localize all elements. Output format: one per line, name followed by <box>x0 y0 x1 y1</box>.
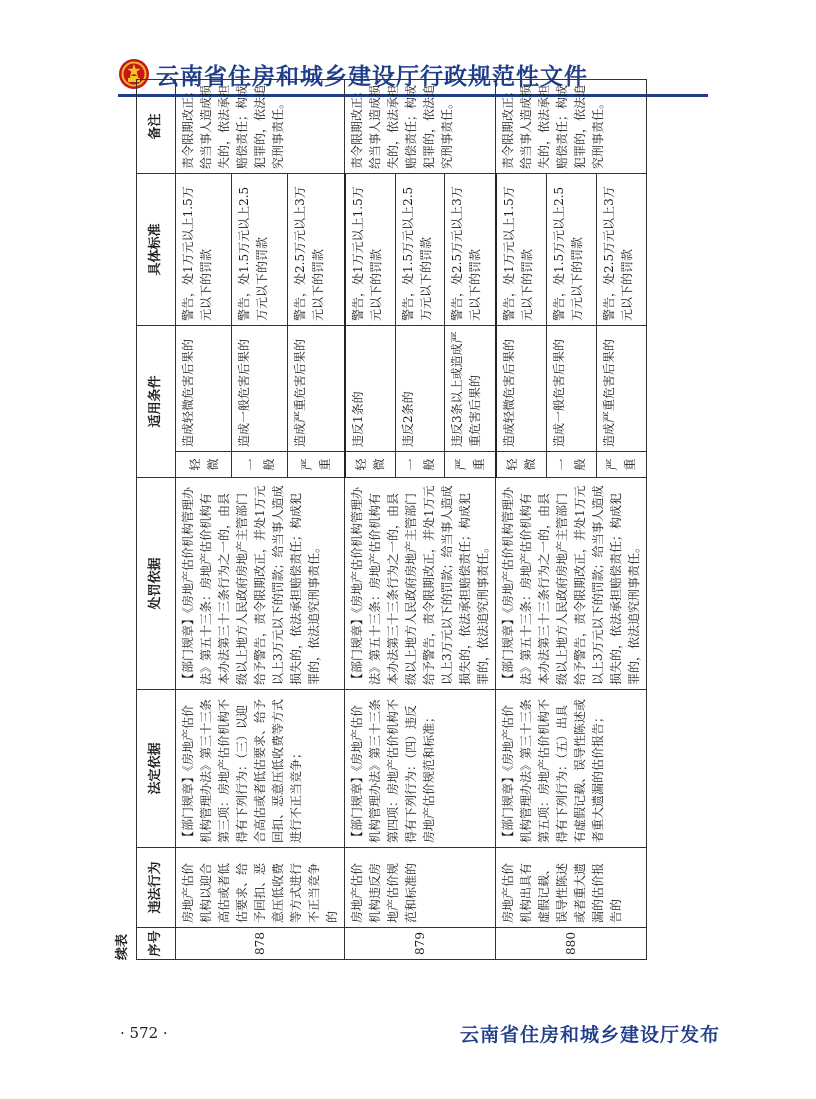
penalty-basis-cell: 【部门规章】《房地产估价机构管理办法》第五十三条：房地产估价机构有本办法第三十三条行为之一的，由县级以上地方人民政府房地产主管部门给予警告，责令限期改正，并处1万元以上3万元以下的罚款；给当事人造成损失的，依法承担赔偿责任；构成犯罪的，依法追究刑事责任。 <box>496 478 647 690</box>
column-header-standard: 具体标准 <box>137 173 176 325</box>
continued-label: 续表 <box>115 933 130 960</box>
standard-cell: 警告，处1.5万元以上2.5万元以下的罚款 <box>546 173 596 325</box>
remark-cell: 责令限期改正；给当事人造成损失的，依法承担赔偿责任；构成犯罪的，依法追究刑事责任。 <box>345 79 496 173</box>
table-row <box>176 79 232 959</box>
standard-cell: 警告，处1万元以上1.5万元以下的罚款 <box>496 173 547 325</box>
condition-cell: 违反3条以上或造成严重危害后果的 <box>445 325 496 451</box>
violation-cell: 房地产估价机构违反房地产估价规范和标准的 <box>345 848 496 928</box>
standard-cell: 警告，处1万元以上1.5万元以下的罚款 <box>176 173 232 325</box>
violation-cell: 房地产估价机构出具有虚假记载、误导性陈述或者重大遗漏的估价报告的 <box>496 848 647 928</box>
condition-cell: 违反1条的 <box>345 325 396 451</box>
legal-basis-cell: 【部门规章】《房地产估价机构管理办法》第三十三条第五项：房地产估价机构不得有下列行为：（五）出具有虚假记载、误导性陈述或者重大遗漏的估价报告； <box>496 690 647 848</box>
row-number: 880 <box>496 928 647 960</box>
standard-cell: 警告，处1.5万元以上2.5万元以下的罚款 <box>395 173 445 325</box>
severity-level: 严重 <box>445 452 496 478</box>
standard-cell: 警告，处1.5万元以上2.5万元以下的罚款 <box>232 173 288 325</box>
column-header-penalty-basis: 处罚依据 <box>137 478 176 690</box>
column-header-seq: 序号 <box>137 928 176 960</box>
standard-cell: 警告，处1万元以上1.5万元以下的罚款 <box>345 173 396 325</box>
condition-cell: 造成轻微危害后果的 <box>496 325 547 451</box>
table-row <box>345 79 396 959</box>
page-number: · 572 · <box>120 1024 168 1042</box>
column-header-legal-basis: 法定依据 <box>137 690 176 848</box>
condition-cell: 造成轻微危害后果的 <box>176 325 232 451</box>
rotated-table-area <box>112 80 712 960</box>
column-header-remark: 备注 <box>137 79 176 173</box>
standard-cell: 警告，处2.5万元以上3万元以下的罚款 <box>445 173 496 325</box>
severity-level: 严重 <box>596 452 646 478</box>
severity-level: 一般 <box>232 452 288 478</box>
penalty-basis-cell: 【部门规章】《房地产估价机构管理办法》第五十三条：房地产估价机构有本办法第三十三条行为之一的，由县级以上地方人民政府房地产主管部门给予警告，责令限期改正，并处1万元以上3万元以下的罚款；给当事人造成损失的，依法承担赔偿责任；构成犯罪的，依法追究刑事责任。 <box>176 478 345 690</box>
remark-cell: 责令限期改正；给当事人造成损失的，依法承担赔偿责任；构成犯罪的，依法追究刑事责任。 <box>176 79 345 173</box>
document-series-title: 云南省住房和城乡建设厅行政规范性文件 <box>156 63 588 90</box>
severity-level: 一般 <box>395 452 445 478</box>
condition-cell: 造成严重危害后果的 <box>288 325 345 451</box>
row-number: 879 <box>345 928 496 960</box>
severity-level: 轻微 <box>496 452 547 478</box>
table-row <box>496 79 547 959</box>
penalty-basis-cell: 【部门规章】《房地产估价机构管理办法》第五十三条：房地产估价机构有本办法第三十三条行为之一的，由县级以上地方人民政府房地产主管部门给予警告，责令限期改正，并处1万元以上3万元以下的罚款；给当事人造成损失的，依法承担赔偿责任；构成犯罪的，依法追究刑事责任。 <box>345 478 496 690</box>
standard-cell: 警告，处2.5万元以上3万元以下的罚款 <box>288 173 345 325</box>
severity-level: 严重 <box>288 452 345 478</box>
violation-cell: 房地产估价机构以迎合高估或者低估要求、给予回扣、恶意压低收费等方式进行不正当竞争的 <box>176 848 345 928</box>
standard-cell: 警告，处2.5万元以上3万元以下的罚款 <box>596 173 646 325</box>
column-header-violation: 违法行为 <box>137 848 176 928</box>
condition-cell: 造成一般危害后果的 <box>232 325 288 451</box>
legal-basis-cell: 【部门规章】《房地产估价机构管理办法》第三十三条第四项：房地产估价机构不得有下列行为：（四）违反房地产估价规范和标准； <box>345 690 496 848</box>
severity-level: 轻微 <box>345 452 396 478</box>
column-header-condition: 适用条件 <box>137 325 176 477</box>
severity-level: 轻微 <box>176 452 232 478</box>
penalty-standards-table <box>136 79 647 960</box>
condition-cell: 违反2条的 <box>395 325 445 451</box>
severity-level: 一般 <box>546 452 596 478</box>
publisher-footer: 云南省住房和城乡建设厅发布 <box>459 1024 720 1046</box>
condition-cell: 造成严重危害后果的 <box>596 325 646 451</box>
legal-basis-cell: 【部门规章】《房地产估价机构管理办法》第三十三条第三项：房地产估价机构不得有下列行为：（三）以迎合高估或者低估要求、给予回扣、恶意压低收费等方式进行不正当竞争； <box>176 690 345 848</box>
remark-cell: 责令限期改正；给当事人造成损失的，依法承担赔偿责任；构成犯罪的，依法追究刑事责任。 <box>496 79 647 173</box>
table-header-row <box>137 79 176 959</box>
condition-cell: 造成一般危害后果的 <box>546 325 596 451</box>
row-number: 878 <box>176 928 345 960</box>
